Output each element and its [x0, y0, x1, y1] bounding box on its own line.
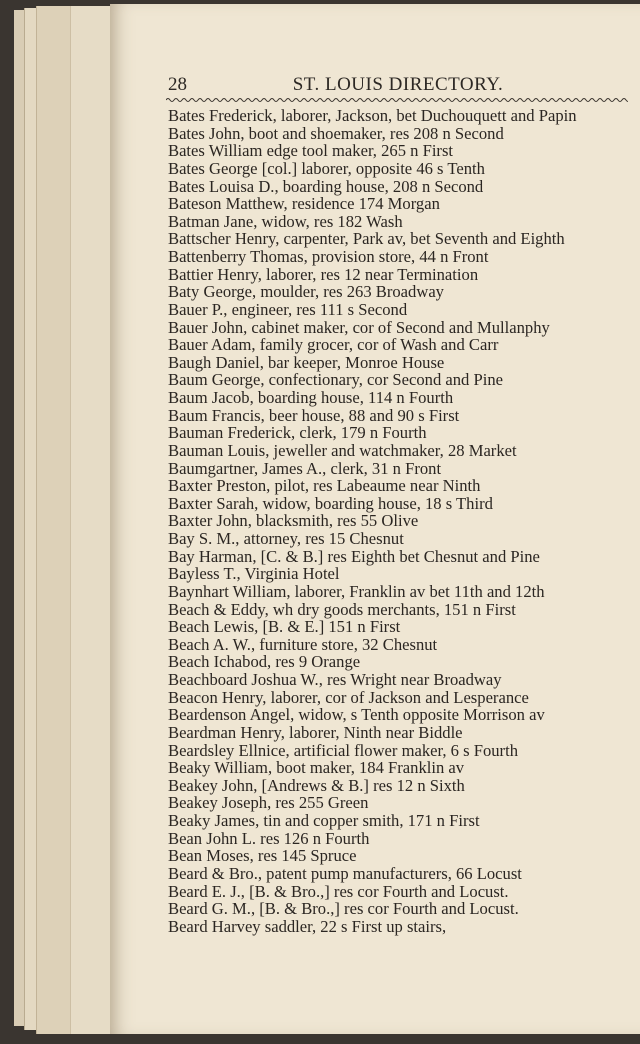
directory-entry: Beard E. J., [B. & Bro.,] res cor Fourth and Locust.: [168, 881, 509, 901]
directory-entry: Beard G. M., [B. & Bro.,] res cor Fourth and Locust.: [168, 899, 519, 919]
directory-entry: Bauer John, cabinet maker, cor of Second and Mullanphy: [168, 317, 550, 337]
directory-entry: Beach Lewis, [B. & E.] 151 n First: [168, 617, 401, 637]
directory-entry: Baxter Sarah, widow, boarding house, 18 s Third: [168, 493, 493, 513]
directory-entry: Bean John L. res 126 n Fourth: [168, 828, 370, 848]
directory-entry: Beardenson Angel, widow, s Tenth opposite Morrison av: [168, 705, 545, 725]
page-number: 28: [168, 74, 187, 95]
directory-entry: Beard Harvey saddler, 22 s First up stairs,: [168, 916, 447, 936]
directory-entry: Bay Harman, [C. & B.] res Eighth bet Chesnut and Pine: [168, 546, 540, 566]
directory-entry: Bateson Matthew, residence 174 Morgan: [168, 194, 440, 214]
directory-entry: Beach A. W., furniture store, 32 Chesnut: [168, 634, 438, 654]
directory-entry: Baum Jacob, boarding house, 114 n Fourth: [168, 388, 454, 407]
directory-entry: Beardman Henry, laborer, Ninth near Biddle: [168, 722, 463, 742]
directory-entry: Bauman Louis, jeweller and watchmaker, 28 Market: [168, 440, 517, 460]
directory-entry: Bean Moses, res 145 Spruce: [168, 846, 357, 866]
directory-entry: Bayless T., Virginia Hotel: [168, 564, 340, 584]
directory-entry: Bay S. M., attorney, res 15 Chesnut: [168, 529, 404, 548]
directory-entry: Baxter John, blacksmith, res 55 Olive: [168, 511, 419, 531]
directory-entry: Beakey John, [Andrews & B.] res 12 n Sixth: [168, 775, 465, 795]
directory-entry: Baum Francis, beer house, 88 and 90 s First: [168, 405, 460, 425]
directory-entry: Bates Frederick, laborer, Jackson, bet Duchouquett and Papin: [168, 106, 577, 125]
directory-entry: Baum George, confectionary, cor Second and Pine: [168, 370, 503, 390]
directory-entry: Bauer P., engineer, res 111 s Second: [168, 299, 408, 319]
directory-entry: Bates George [col.] laborer, opposite 46 s Tenth: [168, 158, 485, 178]
wavy-rule-divider: [166, 96, 628, 104]
directory-entry: Bates Louisa D., boarding house, 208 n Second: [168, 176, 484, 196]
directory-entries: [168, 107, 638, 935]
directory-entry: Beachboard Joshua W., res Wright near Broadway: [168, 670, 502, 689]
directory-entry: Battier Henry, laborer, res 12 near Termination: [168, 264, 479, 284]
directory-entry: Bates John, boot and shoemaker, res 208 n Second: [168, 123, 504, 143]
directory-entry: Bates William edge tool maker, 265 n First: [168, 141, 454, 161]
directory-entry: Battenberry Thomas, provision store, 44 n Front: [168, 247, 489, 266]
directory-entry: Beard & Bro., patent pump manufacturers, 66 Locust: [168, 863, 522, 883]
directory-entry: Beach & Eddy, wh dry goods merchants, 151 n First: [168, 599, 516, 619]
directory-entry: Beach Ichabod, res 9 Orange: [168, 652, 361, 672]
directory-entry: Baynhart William, laborer, Franklin av bet 11th and 12th: [168, 581, 545, 601]
page-title: ST. LOUIS DIRECTORY.: [292, 74, 504, 95]
directory-entry: Beaky James, tin and copper smith, 171 n First: [168, 811, 480, 830]
directory-entry: Bauer Adam, family grocer, cor of Wash and Carr: [168, 335, 499, 355]
directory-entry: Battscher Henry, carpenter, Park av, bet Seventh and Eighth: [168, 229, 565, 249]
directory-entry: Baumgartner, James A., clerk, 31 n Front: [168, 458, 442, 478]
page-header: [168, 74, 628, 98]
directory-entry: Bauman Frederick, clerk, 179 n Fourth: [168, 423, 427, 443]
directory-entry: Baxter Preston, pilot, res Labeaume near Ninth: [168, 476, 481, 496]
directory-entry: Baty George, moulder, res 263 Broadway: [168, 282, 444, 302]
directory-entry: Batman Jane, widow, res 182 Wash: [168, 211, 403, 231]
directory-entry: Beardsley Ellnice, artificial flower maker, 6 s Fourth: [168, 740, 518, 760]
directory-entry: Beaky William, boot maker, 184 Franklin av: [168, 758, 465, 778]
directory-entry: Beacon Henry, laborer, cor of Jackson and Lesperance: [168, 687, 529, 707]
directory-entry: Beakey Joseph, res 255 Green: [168, 793, 369, 813]
directory-entry: Baugh Daniel, bar keeper, Monroe House: [168, 352, 445, 372]
